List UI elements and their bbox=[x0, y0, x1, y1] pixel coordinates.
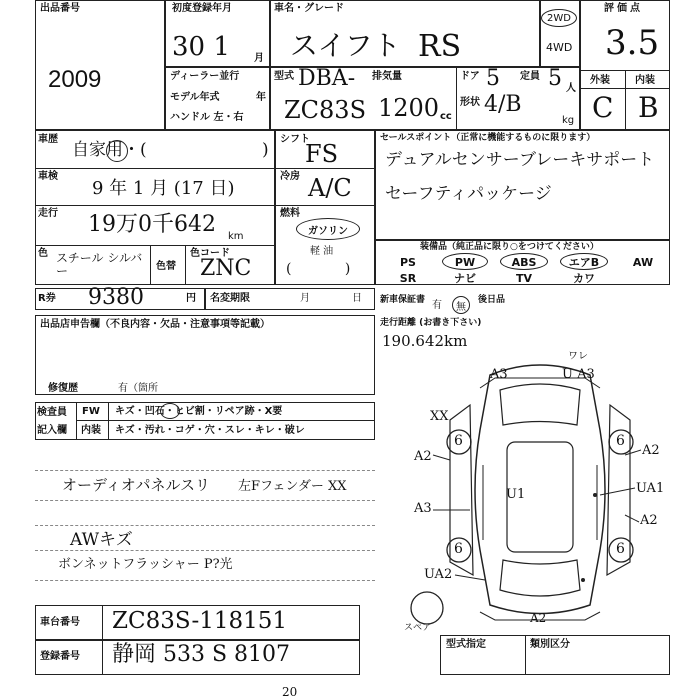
equip-abs: ABS bbox=[511, 256, 537, 269]
inspector-note-2: 左Fフェンダー XX bbox=[238, 479, 347, 494]
color-value: スチール シルバー bbox=[56, 251, 143, 279]
diagram-mark-a3-left: A3 bbox=[414, 501, 432, 516]
shift-value: FS bbox=[305, 140, 339, 168]
fuel-gas: ガソリン bbox=[308, 225, 348, 237]
name-change-label: 名変期限 bbox=[210, 293, 250, 304]
sales-points-line2: セーフティパッケージ bbox=[385, 184, 552, 204]
mileage-note-value: 190.642km bbox=[382, 332, 468, 350]
diagram-mark-xx: XX bbox=[430, 409, 449, 424]
grade: RS bbox=[418, 29, 462, 64]
drive-2wd-circle bbox=[541, 9, 577, 27]
type-spec-label: 型式指定 bbox=[446, 639, 486, 650]
equip-tv: TV bbox=[515, 272, 533, 285]
reg-value: 静岡 533 S 8107 bbox=[112, 642, 291, 667]
equipment-label: 装備品（純正品に限り○をつけてください） bbox=[420, 242, 599, 252]
seller-notes-label: 出品店申告欄（不良内容・欠品・注意事項等記載） bbox=[40, 319, 270, 330]
color-code-label: 色コード bbox=[190, 248, 230, 259]
leader-line-a2-right2 bbox=[625, 515, 639, 522]
exterior-grade: C bbox=[592, 91, 614, 124]
displacement-value: 1200 bbox=[378, 94, 440, 122]
diagram-mark-ua1: UA1 bbox=[636, 481, 665, 496]
equip-leather: カワ bbox=[573, 272, 595, 285]
capacity-label: 定員 bbox=[520, 71, 540, 82]
equip-airbag: エアB bbox=[568, 256, 600, 269]
leader-line-ua2 bbox=[455, 575, 485, 580]
diagram-mark-a2-bottom: A2 bbox=[530, 611, 547, 625]
header-lot-box bbox=[35, 0, 165, 130]
doors-value: 5 bbox=[486, 66, 500, 91]
ac-value: A/C bbox=[308, 174, 352, 202]
exterior-label: 外装 bbox=[590, 75, 610, 86]
dealer-label: ディーラー並行 bbox=[170, 71, 240, 82]
lot-label: 出品番号 bbox=[40, 3, 80, 14]
equip-navi: ナビ bbox=[454, 272, 476, 285]
color-code-value: ZNC bbox=[200, 256, 252, 281]
inspector-note-3: AWキズ bbox=[70, 530, 133, 550]
car-rear-window bbox=[500, 560, 580, 596]
displacement-unit: cc bbox=[440, 111, 452, 122]
history-row-line-1 bbox=[35, 168, 275, 169]
shaken-value: 9 年 1 月 (17 日) bbox=[92, 178, 235, 199]
color-label: 色 bbox=[38, 248, 48, 259]
capacity-unit: 人 bbox=[566, 83, 576, 94]
tire-mark-fr: 6 bbox=[616, 433, 625, 449]
warranty-note: 後日品 bbox=[478, 295, 506, 305]
shape-value: 4/B bbox=[484, 92, 522, 117]
interior-label: 内装 bbox=[635, 75, 655, 86]
equip-sr: SR bbox=[399, 272, 417, 285]
inspector-row-line bbox=[76, 420, 375, 421]
doors-label: ドア bbox=[460, 71, 480, 82]
fuel-diesel: 軽 油 bbox=[310, 246, 334, 257]
displacement-label: 排気量 bbox=[372, 71, 402, 82]
type-spec-divider bbox=[525, 635, 526, 675]
tire-mark-rr: 6 bbox=[616, 541, 625, 557]
shift-label: シフト bbox=[280, 134, 310, 145]
spare-tire bbox=[411, 592, 443, 624]
name-change-day: 日 bbox=[352, 293, 362, 304]
diagram-wl: ワレ bbox=[568, 351, 588, 362]
first-reg-label: 初度登録年月 bbox=[172, 3, 232, 14]
type-label: 型式 bbox=[274, 71, 294, 82]
drive-2wd: 2WD bbox=[547, 12, 571, 24]
history-close-paren: ) bbox=[262, 140, 269, 160]
handle-label: ハンドル 左・右 bbox=[170, 112, 244, 123]
first-reg-month-unit: 月 bbox=[254, 53, 264, 64]
color-divider-1 bbox=[150, 245, 151, 285]
repair-value: 有（箇所 bbox=[118, 383, 158, 394]
sales-points-label: セールスポイント（正常に機能するものに限ります） bbox=[380, 133, 596, 143]
shape-label: 形状 bbox=[460, 97, 480, 108]
inspector-note-1: オーディオパネルスリ bbox=[62, 476, 211, 494]
fw-label: FW bbox=[82, 406, 100, 417]
fuel-label: 燃料 bbox=[280, 208, 300, 219]
name-change-month: 月 bbox=[300, 293, 310, 304]
inspector-note-4: ボンネットフラッシャー P?光 bbox=[58, 557, 233, 572]
damage-dot bbox=[593, 493, 597, 497]
interior-items: キズ・汚れ・コゲ・穴・スレ・キレ・破レ bbox=[115, 425, 305, 436]
damage-dot-2 bbox=[581, 578, 585, 582]
note-line-4 bbox=[35, 550, 375, 551]
diagram-mark-a2-left: A2 bbox=[414, 449, 432, 464]
warranty-no-circle bbox=[452, 296, 470, 314]
name-grade-label: 車名・グレード bbox=[274, 3, 344, 14]
rating-sub-divider bbox=[580, 88, 670, 89]
capacity-value: 5 bbox=[548, 66, 562, 91]
fw-items: キズ・凹石・ヒビ割・リペア跡・X要 bbox=[115, 406, 283, 417]
equip-pw: PW bbox=[454, 256, 476, 269]
inspector-label1: 検査員 bbox=[37, 407, 67, 418]
inspector-divider-2 bbox=[108, 402, 109, 440]
rating-value: 3.5 bbox=[605, 23, 660, 63]
history-circle bbox=[106, 140, 128, 162]
history-row-line-3 bbox=[35, 245, 275, 246]
type-value: DBA- bbox=[298, 66, 356, 91]
diagram-mark-a2-right2: A2 bbox=[640, 513, 658, 528]
reg-divider bbox=[102, 640, 103, 675]
diagram-mark-u1: U1 bbox=[506, 487, 526, 502]
first-reg-value: 30 1 bbox=[172, 32, 230, 62]
car-name: スイフト bbox=[290, 29, 401, 62]
reg-label: 登録番号 bbox=[40, 651, 80, 662]
recycle-unit: 円 bbox=[186, 293, 196, 304]
diagram-mark-a2-right: A2 bbox=[642, 443, 660, 458]
car-body-outline bbox=[475, 365, 605, 614]
warranty-label: 新車保証書 bbox=[380, 295, 426, 305]
recycle-value: 9380 bbox=[88, 285, 144, 310]
spare-label: スペア bbox=[404, 623, 432, 633]
equip-aw: AW bbox=[632, 256, 654, 269]
repair-label: 修復歴 bbox=[48, 383, 78, 394]
rating-label: 評価点 bbox=[604, 3, 643, 14]
kg-unit: kg bbox=[562, 115, 575, 126]
inspector-divider bbox=[76, 402, 77, 440]
history-label: 車歴 bbox=[38, 134, 58, 145]
recycle-label: R券 bbox=[38, 293, 56, 304]
tire-mark-fl: 6 bbox=[454, 433, 463, 449]
drive-4wd: 4WD bbox=[546, 41, 573, 54]
class-label: 類別区分 bbox=[530, 639, 570, 650]
chassis-label: 車台番号 bbox=[40, 617, 80, 628]
warranty-yes: 有 bbox=[432, 300, 442, 311]
mileage-note-label: 走行距離 (お書き下さい) bbox=[380, 318, 482, 328]
diagram-mark-ua3-top: U A3 bbox=[562, 367, 595, 382]
shift-row-line-2 bbox=[275, 205, 375, 206]
equip-ps: PS bbox=[400, 256, 416, 269]
spec-divider-1 bbox=[456, 67, 457, 130]
interior-items-label: 内装 bbox=[81, 425, 101, 436]
car-hood bbox=[500, 384, 580, 425]
fw-stone-circle bbox=[160, 403, 180, 419]
color-divider-2 bbox=[185, 245, 186, 285]
shaken-label: 車検 bbox=[38, 171, 58, 182]
fuel-paren: ( ) bbox=[286, 261, 351, 277]
diagram-mark-a3-top: A3 bbox=[490, 367, 508, 382]
leader-line-a2-left bbox=[433, 455, 450, 460]
chassis-value: ZC83S-118151 bbox=[112, 608, 288, 634]
interior-grade: B bbox=[638, 91, 659, 124]
model-year-label: モデル年式 bbox=[170, 92, 220, 103]
note-line-5 bbox=[35, 580, 375, 581]
mileage-value: 19万0千642 bbox=[88, 212, 216, 237]
model-code: ZC83S bbox=[284, 96, 367, 124]
mileage-label: 走行 bbox=[38, 208, 58, 219]
model-year-unit: 年 bbox=[256, 92, 266, 103]
history-value: 自家用・( bbox=[72, 140, 147, 160]
tire-mark-rl: 6 bbox=[454, 541, 463, 557]
warranty-no: 無 bbox=[456, 301, 466, 313]
page-note: 20 bbox=[282, 685, 298, 699]
note-line-1 bbox=[35, 470, 375, 471]
shift-row-line-1 bbox=[275, 168, 375, 169]
color-change-label: 色替 bbox=[156, 261, 176, 272]
chassis-divider bbox=[102, 605, 103, 640]
ac-label: 冷房 bbox=[280, 171, 300, 182]
inspector-label2: 記入欄 bbox=[37, 425, 67, 436]
mileage-unit: km bbox=[228, 231, 244, 242]
sales-points-line1: デュアルセンサーブレーキサポート bbox=[385, 150, 655, 170]
note-line-2 bbox=[35, 500, 375, 501]
rating-mid-divider bbox=[625, 70, 626, 130]
note-line-3 bbox=[35, 525, 375, 526]
lot-number: 2009 bbox=[48, 66, 102, 93]
fuel-gas-circle bbox=[296, 218, 360, 240]
diagram-mark-ua2: UA2 bbox=[424, 567, 453, 582]
history-row-line-2 bbox=[35, 205, 275, 206]
